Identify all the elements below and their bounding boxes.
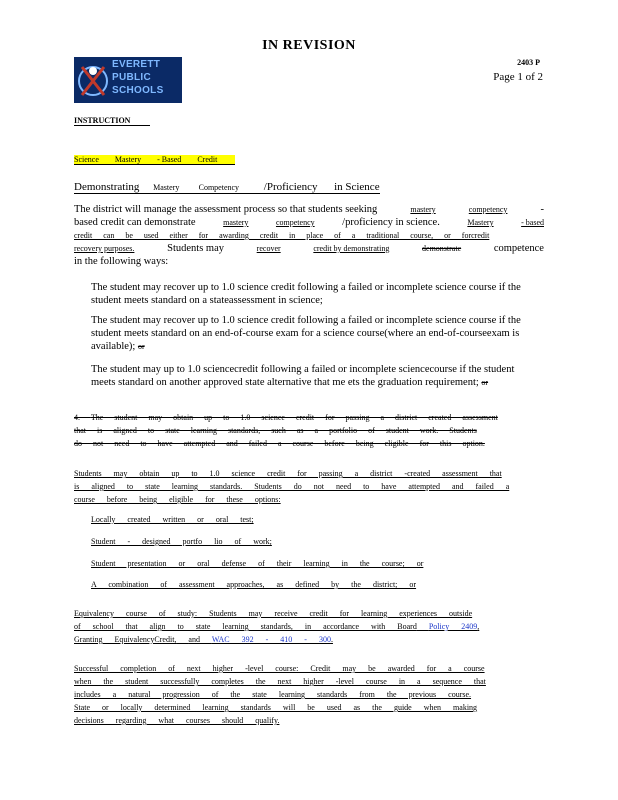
heading-word: - Based xyxy=(157,155,182,164)
logo-emblem-icon xyxy=(74,57,112,103)
successful-paragraph: Successful completion of next higher -level course: Credit may be awarded for a course when the student successfully completes the next higher -level course in a sequence that includes a natural progression of the state learning standards from the previous course. State or locally determined learning standards will be used as the guide when making decisions regarding what courses should qualify. xyxy=(74,664,486,725)
list-item: The student may up to 1.0 sciencecredit following a failed or incomplete sciencecourse if the student meets standard on another approved state alternative that me ets the graduation requirement; or xyxy=(91,364,515,388)
logo-line-3: SCHOOLS xyxy=(112,85,164,96)
heading-word: Mastery xyxy=(114,155,142,164)
students-paragraph: Students may obtain up to 1.0 science credit for passing a district -created assessment that is aligned to state learning standards. Students do not need to have attempted and failed a course before being eligible for these options: xyxy=(74,469,510,504)
list-item: The student may recover up to 1.0 science credit following a failed or incomplete science course if the student meets standard on an end-of-course exam for a science course(where an end-of-courseexam is available); or xyxy=(91,315,521,352)
struck-item: 4. The student may obtain up to 1.0 science credit for passing a district created assessment that is aligned to state learning standards, such as a portfolio of student work. Students do not need to have attempted and failed a course before being eligible for this option. xyxy=(74,413,498,448)
list-item: The student may recover up to 1.0 science credit following a failed or incomplete science course if the student meets standard on a stateassessment in science; xyxy=(91,282,521,306)
logo-line-1: EVERETT xyxy=(112,59,161,70)
policy-code: 2403 P xyxy=(517,58,540,67)
section-label: INSTRUCTION xyxy=(74,116,150,126)
district-logo xyxy=(74,57,182,103)
policy-link[interactable]: Policy 2409 xyxy=(428,622,478,631)
list-item: A combination of assessment approaches, as defined by the district; or xyxy=(91,580,417,589)
list-item: Locally created written or oral test; xyxy=(91,515,254,524)
equivalency-paragraph: Equivalency course of study: Students may receive credit for learning experiences outside of school that align to state learning standards, in accordance with Board Policy 2409, Granting EquivalencyCredit, and WAC 392 - 410 - 300. xyxy=(74,609,480,644)
document-title: IN REVISION xyxy=(262,38,356,53)
list-item: Student - designed portfo lio of work; xyxy=(91,537,272,546)
heading-word: Science xyxy=(74,155,99,164)
section-heading xyxy=(74,155,235,165)
list-item: Student presentation or oral defense of their learning in the course; or xyxy=(91,559,424,568)
page-number: Page 1 of 2 xyxy=(493,71,543,83)
intro-paragraph: The district will manage the assessment process so that students seeking mastery competency - based credit can demonstrate mastery competency /proficiency in science. Mastery - based credit can be used either for awarding credit in place of a traditional course, or forcredit recovery purposes. Students may recover credit by demonstrating demonstrate competence in the following ways: xyxy=(74,204,544,267)
heading-word: Credit xyxy=(197,155,218,164)
logo-line-2: PUBLIC xyxy=(112,72,152,83)
wac-link[interactable]: WAC 392 - 410 - 300 xyxy=(211,635,331,644)
subheading: Demonstrating Mastery Competency /Proficiency in Science xyxy=(74,181,380,193)
